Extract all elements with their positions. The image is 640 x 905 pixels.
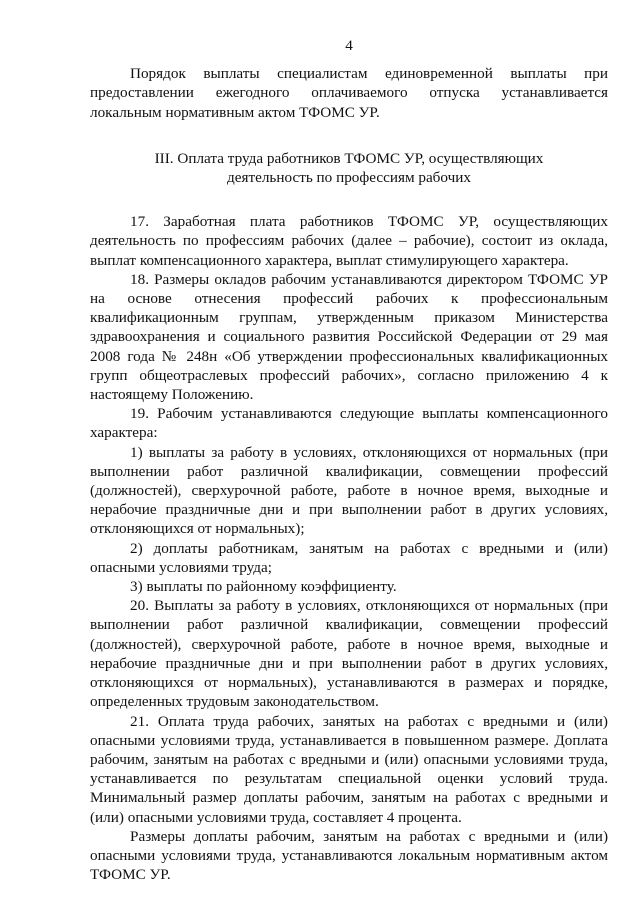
section-heading-line-2: деятельность по профессиям рабочих (227, 169, 471, 187)
paragraph-20: 20. Выплаты за работу в условиях, отклоняющихся от нормальных (при выполнении работ различной квалификации, совмещении профессий (должностей), сверхурочной работе, работе в ночное время, выходные и нерабочие праздничные дни и при выполнении работ в других условиях, отклоняющихся от нормальных), устанавливаются в размерах и порядке, определенных трудовым законодательством. (90, 597, 608, 711)
paragraph-21-continued: Размеры доплаты рабочим, занятым на работах с вредными и (или) опасными условиями труда, устанавливаются локальным нормативным актом ТФОМС УР. (90, 827, 608, 884)
page-number: 4 (345, 37, 353, 54)
paragraph-19: 19. Рабочим устанавливаются следующие выплаты компенсационного характера: (90, 405, 608, 442)
list-item-19-2: 2) доплаты работникам, занятым на работах с вредными и (или) опасными условиями труда; (90, 539, 608, 576)
section-heading (90, 149, 608, 187)
list-item-19-1: 1) выплаты за работу в условиях, отклоняющихся от нормальных (при выполнении работ различной квалификации, совмещении профессий (должностей), сверхурочной работе, работе в ночное время, выходные и нерабочие праздничные дни и при выполнении работ в других условиях, отклоняющихся от нормальных); (90, 443, 608, 538)
paragraph-17: 17. Заработная плата работников ТФОМС УР, осуществляющих деятельность по профессиям рабочих (далее – рабочие), состоит из оклада, выплат компенсационного характера, выплат стимулирующего характера. (90, 213, 608, 269)
paragraph-18: 18. Размеры окладов рабочим устанавливаются директором ТФОМС УР на основе отнесения профессий рабочих к профессиональным квалификационным группам, утвержденным приказом Министерства здравоохранения и социального развития Российской Федерации от 29 мая 2008 года № 248н «Об утверждении профессиональных квалификационных групп общеотраслевых профессий рабочих», согласно приложению 4 к настоящему Положению. (90, 270, 608, 404)
section-heading-line-1: III. Оплата труда работников ТФОМС УР, осуществляющих (154, 149, 544, 167)
paragraph-intro: Порядок выплаты специалистам единовременной выплаты при предоставлении ежегодного оплачиваемого отпуска устанавливается локальным нормативным актом ТФОМС УР. (90, 65, 608, 121)
list-item-19-3: 3) выплаты по районному коэффициенту. (130, 578, 397, 596)
paragraph-21: 21. Оплата труда рабочих, занятых на работах с вредными и (или) опасными условиями труда, устанавливается в повышенном размере. Доплата рабочим, занятым на работах с вредными и (или) опасными условиями труда, устанавливается по результатам специальной оценки условий труда. Минимальный размер доплаты рабочим, занятым на работах с вредными и (или) опасными условиями труда, составляет 4 процента. (90, 712, 608, 826)
